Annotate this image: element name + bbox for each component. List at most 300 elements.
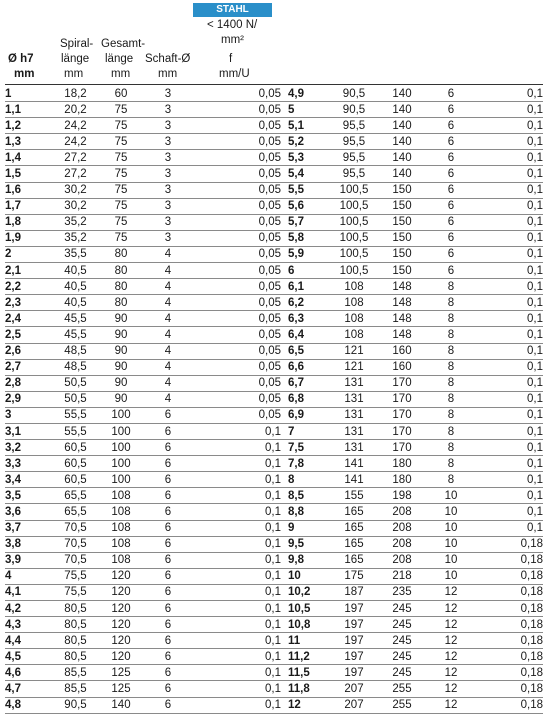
table-row (5, 246, 543, 262)
right-feed-cell: 0,18 (478, 617, 543, 633)
left-feed-cell: 0,1 (195, 665, 281, 681)
right-spiral-length-cell: 95,5 (328, 118, 380, 134)
left-spiral-length-cell: 70,5 (50, 520, 101, 536)
left-shank-diameter-cell: 4 (141, 327, 195, 343)
right-spiral-length-cell: 141 (328, 472, 380, 488)
right-diameter-cell: 6,6 (281, 359, 328, 375)
right-total-length-cell: 160 (380, 343, 424, 359)
left-shank-diameter-cell: 6 (141, 472, 195, 488)
right-total-length-cell: 208 (380, 504, 424, 520)
right-total-length-cell: 150 (380, 198, 424, 214)
right-feed-cell: 0,1 (478, 230, 543, 246)
table-row (5, 150, 543, 166)
right-total-length-cell: 140 (380, 118, 424, 134)
strength-unit: mm² (221, 34, 244, 46)
right-shank-diameter-cell: 12 (424, 681, 478, 697)
right-total-length-cell: 140 (380, 150, 424, 166)
shank-diameter-label: Schaft-Ø (145, 53, 191, 65)
left-total-length-cell: 90 (101, 343, 141, 359)
right-spiral-length-cell: 131 (328, 375, 380, 391)
left-total-length-cell: 120 (101, 568, 141, 584)
left-feed-cell: 0,1 (195, 633, 281, 649)
left-diameter-cell: 2,2 (5, 279, 50, 295)
left-shank-diameter-cell: 6 (141, 407, 195, 423)
left-feed-cell: 0,05 (195, 198, 281, 214)
right-shank-diameter-cell: 6 (424, 198, 478, 214)
table-row (5, 456, 543, 472)
right-spiral-length-cell: 131 (328, 440, 380, 456)
right-total-length-cell: 148 (380, 327, 424, 343)
left-spiral-length-cell: 45,5 (50, 311, 101, 327)
left-feed-cell: 0,05 (195, 118, 281, 134)
right-spiral-length-cell: 121 (328, 343, 380, 359)
right-total-length-cell: 140 (380, 86, 424, 102)
right-total-length-cell: 150 (380, 246, 424, 262)
table-row (5, 681, 543, 697)
left-spiral-length-cell: 45,5 (50, 327, 101, 343)
right-shank-diameter-cell: 12 (424, 633, 478, 649)
left-total-length-cell: 100 (101, 423, 141, 439)
left-feed-cell: 0,05 (195, 246, 281, 262)
right-shank-diameter-cell: 8 (424, 343, 478, 359)
spiral-length-label-2: länge (61, 53, 90, 65)
shank-diameter-unit: mm (158, 68, 178, 80)
left-shank-diameter-cell: 6 (141, 568, 195, 584)
right-shank-diameter-cell: 12 (424, 617, 478, 633)
right-spiral-length-cell: 175 (328, 568, 380, 584)
right-feed-cell: 0,18 (478, 681, 543, 697)
right-total-length-cell: 245 (380, 649, 424, 665)
left-diameter-cell: 3,2 (5, 440, 50, 456)
left-diameter-cell: 1 (5, 86, 50, 102)
left-spiral-length-cell: 50,5 (50, 391, 101, 407)
left-shank-diameter-cell: 6 (141, 536, 195, 552)
left-feed-cell: 0,1 (195, 504, 281, 520)
left-shank-diameter-cell: 4 (141, 343, 195, 359)
diameter-label: Ø h7 (8, 53, 34, 65)
left-total-length-cell: 80 (101, 246, 141, 262)
table-row (5, 118, 543, 134)
right-feed-cell: 0,1 (478, 504, 543, 520)
right-spiral-length-cell: 141 (328, 456, 380, 472)
drill-dimensions-table (5, 86, 543, 714)
right-diameter-cell: 6,9 (281, 407, 328, 423)
right-feed-cell: 0,1 (478, 263, 543, 279)
left-diameter-cell: 3,5 (5, 488, 50, 504)
right-spiral-length-cell: 197 (328, 601, 380, 617)
right-feed-cell: 0,18 (478, 552, 543, 568)
right-diameter-cell: 7,5 (281, 440, 328, 456)
left-feed-cell: 0,05 (195, 134, 281, 150)
table-row (5, 375, 543, 391)
right-total-length-cell: 255 (380, 681, 424, 697)
right-total-length-cell: 140 (380, 166, 424, 182)
left-spiral-length-cell: 55,5 (50, 407, 101, 423)
left-feed-cell: 0,1 (195, 552, 281, 568)
right-total-length-cell: 160 (380, 359, 424, 375)
left-diameter-cell: 1,9 (5, 230, 50, 246)
left-feed-cell: 0,1 (195, 697, 281, 713)
left-spiral-length-cell: 90,5 (50, 697, 101, 713)
right-shank-diameter-cell: 10 (424, 504, 478, 520)
right-feed-cell: 0,18 (478, 568, 543, 584)
right-spiral-length-cell: 90,5 (328, 86, 380, 102)
left-feed-cell: 0,1 (195, 568, 281, 584)
right-feed-cell: 0,1 (478, 150, 543, 166)
right-diameter-cell: 6,2 (281, 295, 328, 311)
left-shank-diameter-cell: 4 (141, 295, 195, 311)
spiral-length-label-1: Spiral- (60, 38, 94, 50)
right-feed-cell: 0,18 (478, 649, 543, 665)
right-shank-diameter-cell: 8 (424, 440, 478, 456)
left-shank-diameter-cell: 3 (141, 230, 195, 246)
left-diameter-cell: 3,4 (5, 472, 50, 488)
right-feed-cell: 0,18 (478, 584, 543, 600)
left-feed-cell: 0,1 (195, 601, 281, 617)
right-feed-cell: 0,1 (478, 295, 543, 311)
right-feed-cell: 0,18 (478, 633, 543, 649)
left-feed-cell: 0,05 (195, 166, 281, 182)
left-diameter-cell: 2,7 (5, 359, 50, 375)
left-spiral-length-cell: 48,5 (50, 343, 101, 359)
left-total-length-cell: 75 (101, 118, 141, 134)
left-spiral-length-cell: 48,5 (50, 359, 101, 375)
left-shank-diameter-cell: 6 (141, 423, 195, 439)
table-body (5, 86, 543, 713)
right-spiral-length-cell: 95,5 (328, 166, 380, 182)
right-feed-cell: 0,1 (478, 118, 543, 134)
left-diameter-cell: 2,8 (5, 375, 50, 391)
right-diameter-cell: 6,1 (281, 279, 328, 295)
left-total-length-cell: 100 (101, 407, 141, 423)
left-shank-diameter-cell: 4 (141, 279, 195, 295)
table-row (5, 102, 543, 118)
left-diameter-cell: 2,1 (5, 263, 50, 279)
left-total-length-cell: 75 (101, 166, 141, 182)
left-diameter-cell: 1,8 (5, 214, 50, 230)
right-shank-diameter-cell: 12 (424, 601, 478, 617)
table-row (5, 214, 543, 230)
right-shank-diameter-cell: 8 (424, 456, 478, 472)
left-feed-cell: 0,05 (195, 214, 281, 230)
left-diameter-cell: 2 (5, 246, 50, 262)
left-feed-cell: 0,1 (195, 681, 281, 697)
left-total-length-cell: 75 (101, 182, 141, 198)
right-spiral-length-cell: 165 (328, 536, 380, 552)
right-diameter-cell: 5,7 (281, 214, 328, 230)
left-diameter-cell: 3,1 (5, 423, 50, 439)
right-shank-diameter-cell: 10 (424, 552, 478, 568)
right-shank-diameter-cell: 10 (424, 536, 478, 552)
right-shank-diameter-cell: 10 (424, 568, 478, 584)
right-feed-cell: 0,1 (478, 440, 543, 456)
left-spiral-length-cell: 40,5 (50, 279, 101, 295)
right-spiral-length-cell: 207 (328, 697, 380, 713)
left-feed-cell: 0,05 (195, 343, 281, 359)
left-feed-cell: 0,05 (195, 311, 281, 327)
left-spiral-length-cell: 24,2 (50, 118, 101, 134)
left-diameter-cell: 1,2 (5, 118, 50, 134)
left-feed-cell: 0,1 (195, 617, 281, 633)
right-spiral-length-cell: 131 (328, 407, 380, 423)
left-total-length-cell: 75 (101, 102, 141, 118)
left-shank-diameter-cell: 6 (141, 649, 195, 665)
left-shank-diameter-cell: 6 (141, 665, 195, 681)
diameter-unit: mm (14, 68, 35, 80)
table-row (5, 86, 543, 102)
left-spiral-length-cell: 60,5 (50, 472, 101, 488)
left-shank-diameter-cell: 3 (141, 150, 195, 166)
right-spiral-length-cell: 131 (328, 423, 380, 439)
left-spiral-length-cell: 40,5 (50, 295, 101, 311)
right-feed-cell: 0,1 (478, 520, 543, 536)
table-row (5, 665, 543, 681)
left-spiral-length-cell: 27,2 (50, 150, 101, 166)
left-spiral-length-cell: 80,5 (50, 649, 101, 665)
left-total-length-cell: 125 (101, 665, 141, 681)
right-total-length-cell: 245 (380, 665, 424, 681)
right-feed-cell: 0,1 (478, 246, 543, 262)
strength-label: < 1400 N/ (207, 19, 258, 31)
table-row (5, 327, 543, 343)
left-feed-cell: 0,1 (195, 649, 281, 665)
right-diameter-cell: 5,2 (281, 134, 328, 150)
left-feed-cell: 0,05 (195, 86, 281, 102)
right-spiral-length-cell: 100,5 (328, 182, 380, 198)
left-diameter-cell: 2,4 (5, 311, 50, 327)
left-diameter-cell: 4,3 (5, 617, 50, 633)
right-total-length-cell: 235 (380, 584, 424, 600)
right-total-length-cell: 218 (380, 568, 424, 584)
left-shank-diameter-cell: 6 (141, 584, 195, 600)
left-total-length-cell: 108 (101, 552, 141, 568)
right-spiral-length-cell: 90,5 (328, 102, 380, 118)
right-diameter-cell: 11,8 (281, 681, 328, 697)
left-shank-diameter-cell: 3 (141, 182, 195, 198)
right-diameter-cell: 8,8 (281, 504, 328, 520)
table-row (5, 182, 543, 198)
table-row (5, 311, 543, 327)
table-row (5, 552, 543, 568)
table-row (5, 568, 543, 584)
right-feed-cell: 0,1 (478, 423, 543, 439)
right-total-length-cell: 140 (380, 134, 424, 150)
left-total-length-cell: 100 (101, 472, 141, 488)
left-shank-diameter-cell: 6 (141, 488, 195, 504)
right-total-length-cell: 170 (380, 423, 424, 439)
left-spiral-length-cell: 80,5 (50, 617, 101, 633)
total-length-unit: mm (111, 68, 131, 80)
material-badge: STAHL (193, 3, 272, 17)
right-spiral-length-cell: 100,5 (328, 263, 380, 279)
left-total-length-cell: 75 (101, 198, 141, 214)
left-feed-cell: 0,1 (195, 440, 281, 456)
left-feed-cell: 0,05 (195, 359, 281, 375)
left-total-length-cell: 75 (101, 214, 141, 230)
left-spiral-length-cell: 40,5 (50, 263, 101, 279)
left-spiral-length-cell: 85,5 (50, 665, 101, 681)
right-feed-cell: 0,1 (478, 359, 543, 375)
right-spiral-length-cell: 108 (328, 311, 380, 327)
header-rule (5, 84, 543, 85)
right-diameter-cell: 11,2 (281, 649, 328, 665)
right-diameter-cell: 9,5 (281, 536, 328, 552)
right-spiral-length-cell: 197 (328, 665, 380, 681)
right-total-length-cell: 208 (380, 536, 424, 552)
left-total-length-cell: 75 (101, 150, 141, 166)
left-shank-diameter-cell: 6 (141, 552, 195, 568)
right-total-length-cell: 170 (380, 440, 424, 456)
left-total-length-cell: 120 (101, 601, 141, 617)
spiral-length-unit: mm (64, 68, 84, 80)
left-total-length-cell: 108 (101, 488, 141, 504)
right-shank-diameter-cell: 6 (424, 118, 478, 134)
right-feed-cell: 0,1 (478, 279, 543, 295)
right-shank-diameter-cell: 8 (424, 472, 478, 488)
right-feed-cell: 0,18 (478, 697, 543, 713)
left-spiral-length-cell: 18,2 (50, 86, 101, 102)
left-shank-diameter-cell: 3 (141, 86, 195, 102)
right-feed-cell: 0,18 (478, 536, 543, 552)
left-diameter-cell: 2,5 (5, 327, 50, 343)
left-total-length-cell: 140 (101, 697, 141, 713)
right-spiral-length-cell: 187 (328, 584, 380, 600)
left-shank-diameter-cell: 4 (141, 246, 195, 262)
right-diameter-cell: 8 (281, 472, 328, 488)
left-diameter-cell: 2,6 (5, 343, 50, 359)
right-diameter-cell: 6,3 (281, 311, 328, 327)
left-diameter-cell: 3,7 (5, 520, 50, 536)
right-diameter-cell: 11,5 (281, 665, 328, 681)
right-feed-cell: 0,1 (478, 327, 543, 343)
left-diameter-cell: 1,3 (5, 134, 50, 150)
left-feed-cell: 0,05 (195, 263, 281, 279)
table-row (5, 279, 543, 295)
left-feed-cell: 0,05 (195, 150, 281, 166)
left-shank-diameter-cell: 3 (141, 166, 195, 182)
left-diameter-cell: 4,2 (5, 601, 50, 617)
left-feed-cell: 0,05 (195, 391, 281, 407)
right-diameter-cell: 6 (281, 263, 328, 279)
left-shank-diameter-cell: 4 (141, 311, 195, 327)
right-shank-diameter-cell: 6 (424, 246, 478, 262)
right-feed-cell: 0,1 (478, 488, 543, 504)
right-diameter-cell: 6,8 (281, 391, 328, 407)
right-shank-diameter-cell: 8 (424, 295, 478, 311)
left-spiral-length-cell: 70,5 (50, 536, 101, 552)
left-feed-cell: 0,1 (195, 520, 281, 536)
right-total-length-cell: 148 (380, 311, 424, 327)
right-feed-cell: 0,1 (478, 182, 543, 198)
left-diameter-cell: 4,6 (5, 665, 50, 681)
right-total-length-cell: 245 (380, 617, 424, 633)
left-feed-cell: 0,1 (195, 472, 281, 488)
left-spiral-length-cell: 85,5 (50, 681, 101, 697)
left-shank-diameter-cell: 6 (141, 456, 195, 472)
left-shank-diameter-cell: 3 (141, 214, 195, 230)
left-feed-cell: 0,1 (195, 423, 281, 439)
right-feed-cell: 0,1 (478, 166, 543, 182)
left-spiral-length-cell: 65,5 (50, 488, 101, 504)
table-row (5, 536, 543, 552)
right-feed-cell: 0,1 (478, 102, 543, 118)
right-diameter-cell: 5,4 (281, 166, 328, 182)
left-spiral-length-cell: 75,5 (50, 584, 101, 600)
left-total-length-cell: 60 (101, 86, 141, 102)
right-shank-diameter-cell: 6 (424, 102, 478, 118)
right-spiral-length-cell: 165 (328, 520, 380, 536)
left-spiral-length-cell: 80,5 (50, 633, 101, 649)
right-spiral-length-cell: 197 (328, 633, 380, 649)
left-total-length-cell: 120 (101, 633, 141, 649)
left-shank-diameter-cell: 4 (141, 359, 195, 375)
left-total-length-cell: 90 (101, 391, 141, 407)
right-spiral-length-cell: 95,5 (328, 134, 380, 150)
left-total-length-cell: 90 (101, 375, 141, 391)
right-total-length-cell: 170 (380, 391, 424, 407)
right-total-length-cell: 148 (380, 295, 424, 311)
right-feed-cell: 0,18 (478, 665, 543, 681)
right-feed-cell: 0,1 (478, 198, 543, 214)
right-spiral-length-cell: 100,5 (328, 214, 380, 230)
right-diameter-cell: 8,5 (281, 488, 328, 504)
total-length-label-2: länge (105, 53, 134, 65)
table-row (5, 295, 543, 311)
left-total-length-cell: 75 (101, 134, 141, 150)
left-diameter-cell: 3,8 (5, 536, 50, 552)
right-shank-diameter-cell: 8 (424, 279, 478, 295)
table-row (5, 263, 543, 279)
left-shank-diameter-cell: 4 (141, 263, 195, 279)
right-diameter-cell: 5 (281, 102, 328, 118)
feed-unit: mm/U (219, 68, 250, 80)
right-feed-cell: 0,1 (478, 391, 543, 407)
left-diameter-cell: 1,7 (5, 198, 50, 214)
right-total-length-cell: 148 (380, 279, 424, 295)
table-row (5, 633, 543, 649)
left-shank-diameter-cell: 3 (141, 198, 195, 214)
left-diameter-cell: 4,1 (5, 584, 50, 600)
right-diameter-cell: 7 (281, 423, 328, 439)
right-feed-cell: 0,1 (478, 343, 543, 359)
left-total-length-cell: 80 (101, 263, 141, 279)
right-total-length-cell: 245 (380, 633, 424, 649)
left-diameter-cell: 1,4 (5, 150, 50, 166)
right-total-length-cell: 180 (380, 456, 424, 472)
right-shank-diameter-cell: 12 (424, 584, 478, 600)
right-spiral-length-cell: 100,5 (328, 246, 380, 262)
table-row (5, 520, 543, 536)
left-spiral-length-cell: 24,2 (50, 134, 101, 150)
right-spiral-length-cell: 100,5 (328, 230, 380, 246)
right-shank-diameter-cell: 8 (424, 359, 478, 375)
right-shank-diameter-cell: 8 (424, 391, 478, 407)
right-spiral-length-cell: 165 (328, 504, 380, 520)
feed-label: f (229, 53, 233, 65)
left-diameter-cell: 3,6 (5, 504, 50, 520)
left-shank-diameter-cell: 6 (141, 617, 195, 633)
right-total-length-cell: 170 (380, 375, 424, 391)
right-spiral-length-cell: 95,5 (328, 150, 380, 166)
left-spiral-length-cell: 20,2 (50, 102, 101, 118)
table-row (5, 697, 543, 713)
right-total-length-cell: 208 (380, 520, 424, 536)
right-feed-cell: 0,1 (478, 407, 543, 423)
left-shank-diameter-cell: 6 (141, 520, 195, 536)
right-spiral-length-cell: 155 (328, 488, 380, 504)
table-row (5, 617, 543, 633)
right-diameter-cell: 5,9 (281, 246, 328, 262)
